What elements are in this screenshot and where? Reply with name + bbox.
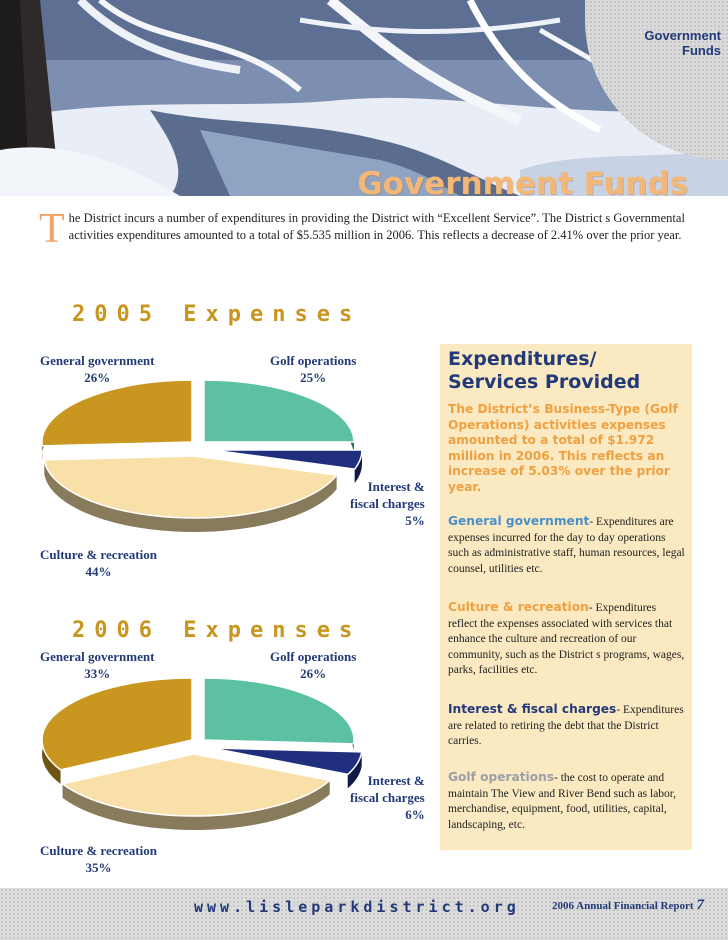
pct-golf-2006: 26% — [300, 666, 327, 681]
drop-cap: T — [39, 206, 65, 252]
label-interest-2005-b: fiscal charges — [350, 496, 425, 511]
pie-slice-golf — [204, 380, 354, 442]
page-footer — [0, 888, 728, 940]
intro-text: he District incurs a number of expenditures in providing the District with “Excellent Service”. The District s Governmental activities expenditures amounted to a total of $5.535 million in 2006. This reflects a decrease of 2.41% over the prior year. — [68, 211, 685, 242]
label-general-2005: General government — [40, 353, 155, 368]
pct-culture-2005: 44% — [85, 564, 112, 579]
chart-2005-title: 2005 Expenses — [72, 302, 362, 327]
pct-interest-2006: 6% — [405, 807, 425, 822]
footer-website: www.lisleparkdistrict.org — [194, 898, 520, 916]
pie-slice-general — [42, 380, 192, 446]
label-golf-2006: Golf operations — [270, 649, 357, 664]
corner-label-line2: Funds — [682, 43, 721, 58]
label-interest-2006-b: fiscal charges — [350, 790, 425, 805]
chart-2006-label-interest — [350, 772, 425, 823]
footer-report-text: 2006 Annual Financial Report — [552, 900, 694, 912]
corner-section-label — [621, 28, 721, 58]
intro-paragraph — [39, 206, 692, 252]
label-culture-2005: Culture & recreation — [40, 547, 157, 562]
culture-text: - Expenditures reflect the expenses associated with services that enhance the culture and recreation of our community, such as the District s programs, wages, parks, facilities etc. — [448, 602, 685, 677]
sidebar-culture-paragraph — [448, 600, 688, 679]
culture-keyword: Culture & recreation — [448, 600, 589, 614]
label-interest-2006-a: Interest & — [367, 773, 425, 788]
corner-label-line1: Government — [644, 28, 721, 43]
pct-general-2005: 26% — [84, 370, 111, 385]
label-culture-2006: Culture & recreation — [40, 843, 157, 858]
pie-chart-2005 — [38, 378, 368, 548]
general-text: - Expenditures are expenses incurred for the day to day operations such as administrative staff, human resources, legal counsel, utilities etc. — [448, 516, 685, 575]
label-golf-2005: Golf operations — [270, 353, 357, 368]
interest-keyword: Interest & fiscal charges — [448, 702, 617, 716]
pct-golf-2005: 25% — [300, 370, 327, 385]
chart-2005-label-golf — [270, 352, 356, 386]
golf-keyword: Golf operations — [448, 770, 555, 784]
chart-2006-title: 2006 Expenses — [72, 618, 362, 643]
golf-text: - the cost to operate and maintain The View and River Bend such as labor, merchandise, equipment, food, utilities, capital, landscaping, etc. — [448, 772, 677, 831]
chart-2006-label-general — [40, 648, 154, 682]
sidebar-heading — [448, 348, 688, 394]
page-title: Government Funds — [357, 166, 688, 202]
chart-2006-label-culture — [40, 842, 157, 876]
sidebar-lead-text: The District’s Business-Type (Golf Operations) activities expenses amounted to a total of $1.972 million in 2006. This reflects an increase of 5.03% over the prior year. — [448, 402, 678, 494]
pct-culture-2006: 35% — [85, 860, 112, 875]
pct-general-2006: 33% — [84, 666, 111, 681]
page-number: 7 — [696, 897, 704, 913]
chart-2005-label-general — [40, 352, 154, 386]
sidebar-golf-paragraph — [448, 770, 688, 833]
expenditures-sidebar — [440, 344, 692, 850]
sidebar-general-paragraph — [448, 514, 688, 577]
sidebar-heading-line2: Services Provided — [448, 371, 641, 393]
label-interest-2005-a: Interest & — [367, 479, 425, 494]
pie-slice-general — [42, 678, 192, 770]
chart-2005-label-culture — [40, 546, 157, 580]
label-general-2006: General government — [40, 649, 155, 664]
footer-report-label — [552, 897, 704, 914]
pie-chart-2006 — [38, 676, 368, 846]
chart-2005-label-interest — [350, 478, 425, 529]
pie-slice-golf — [204, 678, 354, 744]
pct-interest-2005: 5% — [405, 513, 425, 528]
chart-2006-label-golf — [270, 648, 356, 682]
sidebar-interest-paragraph — [448, 702, 688, 750]
sidebar-heading-line1: Expenditures/ — [448, 348, 597, 370]
interest-text: - Expenditures are related to retiring the debt that the District carries. — [448, 704, 684, 748]
general-keyword: General government — [448, 514, 590, 528]
